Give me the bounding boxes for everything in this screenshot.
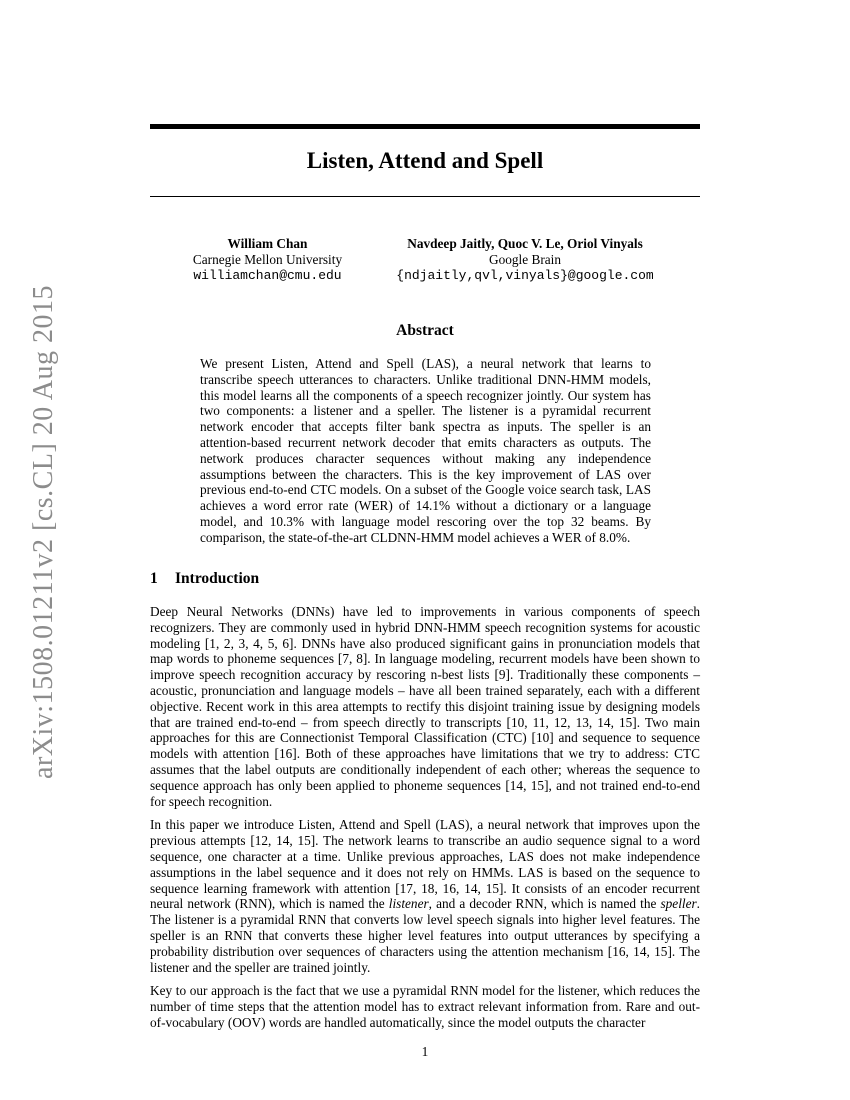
intro-paragraph-1: Deep Neural Networks (DNNs) have led to improvements in various components of speech recognizers. They are commonly used in hybrid DNN-HMM speech recognition systems for acoustic modeling [1, 2, 3, 4, 5, 6]. DNNs have also produced significant gains in pronunciation models that map words to phoneme sequences [7, 8]. In language modeling, recurrent models have been shown to improve speech recognition accuracy by rescoring n-best lists [9]. Traditionally these components – acoustic, pronunciation and language models – have all been trained separately, each with a different objective. Recent work in this area attempts to rectify this disjoint training issue by designing models that are trained end-to-end – from speech directly to transcripts [10, 11, 12, 13, 14, 15]. Two main approaches for this are Connectionist Temporal Classification (CTC) [10] and sequence to sequence models with attention [16]. Both of these approaches have limitations that we try to address: CTC assumes that the label outputs are conditionally independent of each other; whereas the sequence to sequence approach has only been applied to phoneme sequences [14, 15], and not trained end-to-end for speech recognition. xyxy=(150,604,700,809)
section-number: 1 xyxy=(150,570,158,587)
abstract-heading: Abstract xyxy=(396,322,454,339)
author-name: Navdeep Jaitly, Quoc V. Le, Oriol Vinyals xyxy=(407,236,643,251)
term-listener: listener xyxy=(388,896,429,912)
author-email: {ndjaitly,qvl,vinyals}@google.com xyxy=(396,268,654,283)
term-speller: speller xyxy=(660,896,697,912)
introduction-body xyxy=(150,604,700,1039)
title-bottom-rule xyxy=(150,196,700,197)
author-name: William Chan xyxy=(227,236,308,251)
author-affiliation: Google Brain xyxy=(488,252,561,267)
intro-paragraph-3: Key to our approach is the fact that we use a pyramidal RNN model for the listener, which reduces the number of time steps that the attention model has to extract relevant information from. Rare and out-of-vocabulary (OOV) words are handled automatically, since the model outputs the character xyxy=(150,983,700,1030)
paper-title: Listen, Attend and Spell xyxy=(306,148,544,173)
author-affiliation: Carnegie Mellon University xyxy=(192,252,343,267)
paragraph-text: In this paper we introduce Listen, Attend and Spell (LAS), a neural network that improves upon the previous attempts [12, 14, 15]. The network learns to transcribe an audio sequence signal to a word sequence, one character at a time. Unlike previous approaches, LAS does not make independence assumptions in the label sequence and it does not rely on HMMs. LAS is based on the sequence to sequence learning framework with attention [17, 18, 16, 14, 15]. It consists of an encoder recurrent neural network (RNN), which is named the xyxy=(150,817,700,912)
paragraph-text: . The listener is a pyramidal RNN that converts low level speech signals into higher level features. The speller is an RNN that converts these higher level features into output utterances by specifying a probability distribution over sequences of characters using the attention mechanism [16, 14, 15]. The listener and the speller are trained jointly. xyxy=(150,896,700,975)
page-number: 1 xyxy=(421,1044,429,1059)
author-email: williamchan@cmu.edu xyxy=(193,268,342,283)
title-top-rule xyxy=(150,124,700,129)
section-heading-introduction xyxy=(150,570,259,588)
paragraph-text: , and a decoder RNN, which is named the xyxy=(428,896,661,912)
author-block-1 xyxy=(175,236,360,284)
intro-paragraph-2 xyxy=(150,817,700,975)
author-block-2 xyxy=(380,236,670,284)
section-title: Introduction xyxy=(175,570,260,587)
arxiv-identifier: arXiv:1508.01211v2 [cs.CL] 20 Aug 2015 xyxy=(28,285,59,779)
abstract-text: We present Listen, Attend and Spell (LAS), a neural network that learns to transcribe speech utterances to characters. Unlike traditional DNN-HMM models, this model learns all the components of a speech recognizer jointly. Our system has two components: a listener and a speller. The listener is a pyramidal recurrent network encoder that accepts filter bank spectra as inputs. The speller is an attention-based recurrent network decoder that emits characters as outputs. The network produces character sequences without making any independence assumptions between the characters. This is the key improvement of LAS over previous end-to-end CTC models. On a subset of the Google voice search task, LAS achieves a word error rate (WER) of 14.1% without a dictionary or a language model, and 10.3% with language model rescoring over the top 32 beams. By comparison, the state-of-the-art CLDNN-HMM model achieves a WER of 8.0%. xyxy=(200,356,651,545)
